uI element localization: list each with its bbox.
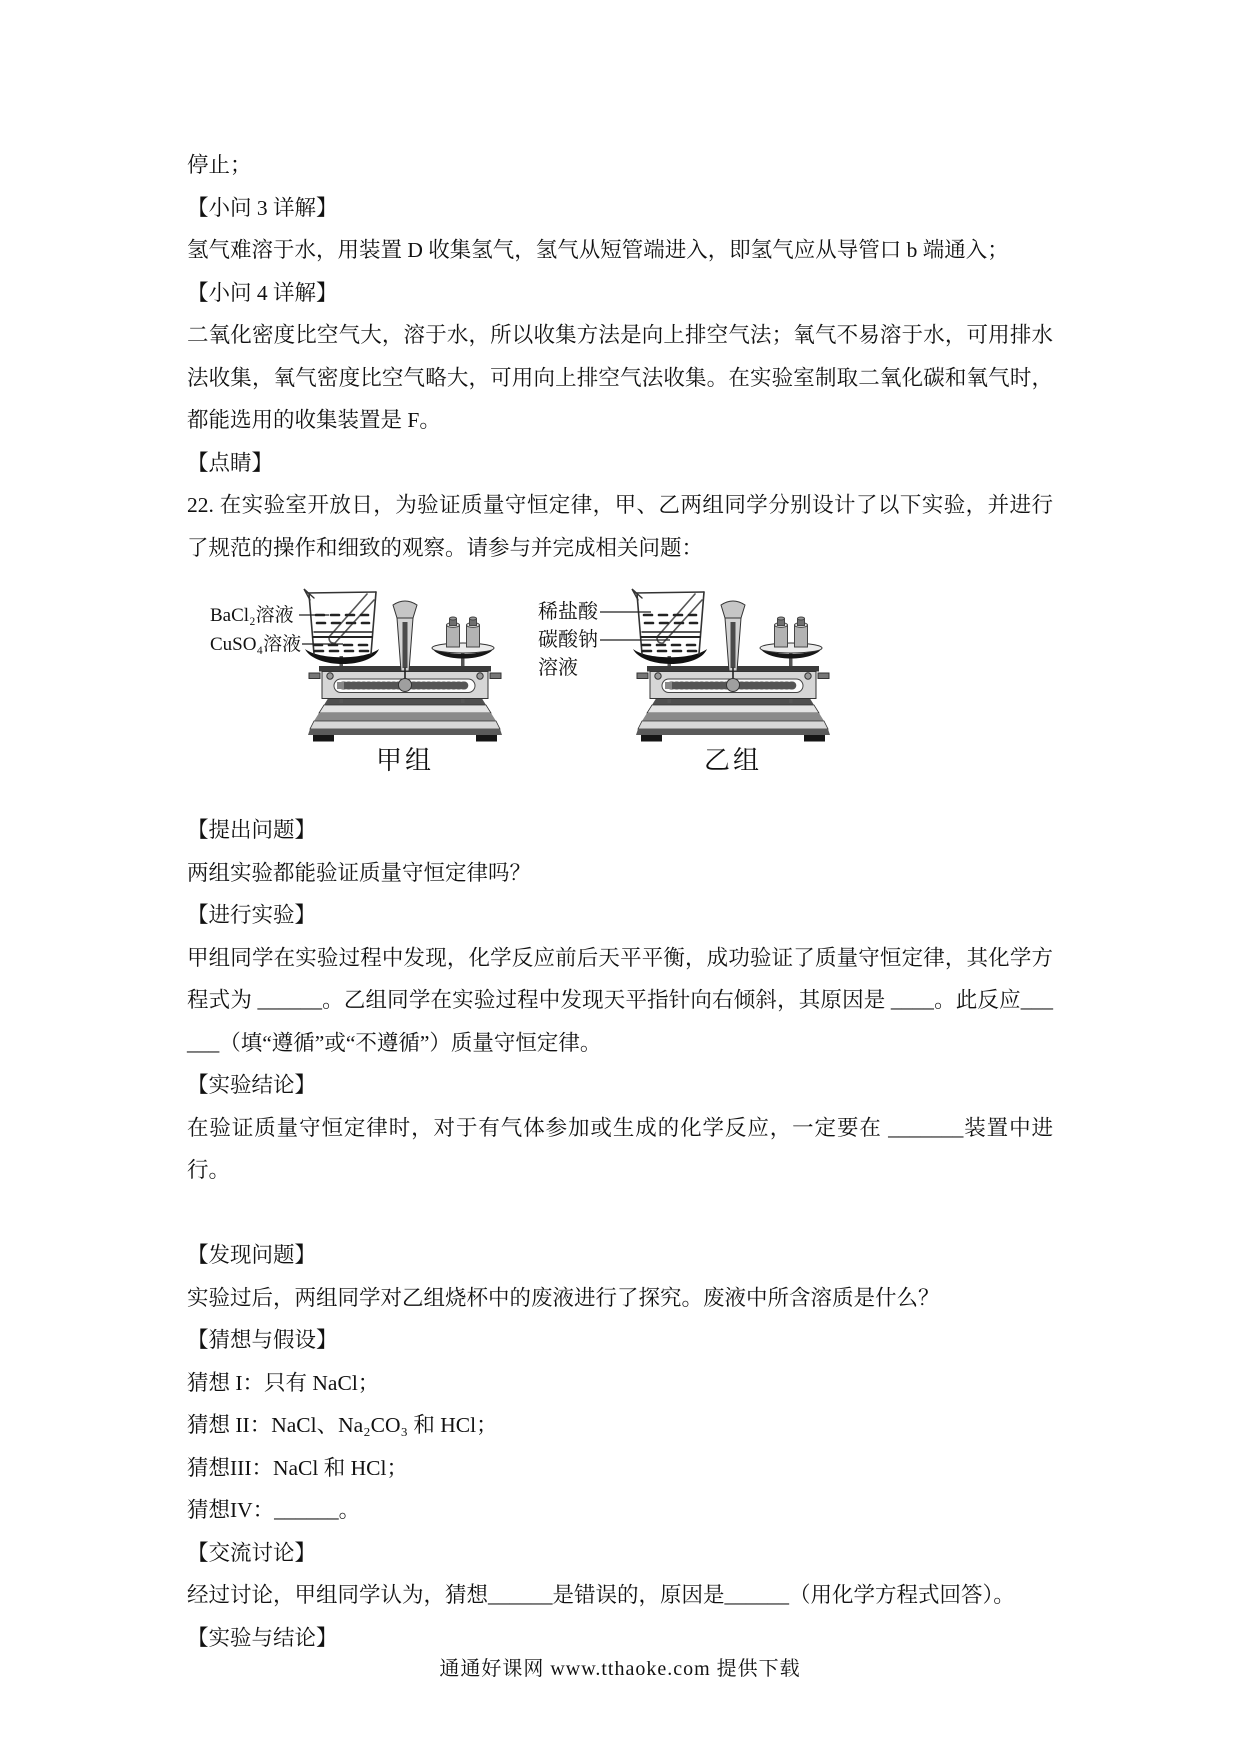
paragraph-subquestion-4: 二氧化密度比空气大，溶于水，所以收集方法是向上排空气法；氧气不易溶于水，可用排水法收集，氧气密度比空气略大，可用向上排空气法收集。在实验室制取二氧化碳和氧气时，都能选用的收集装置是 F。 <box>187 323 1053 432</box>
heading-subquestion-4: 【小问 4 详解】 <box>187 280 338 305</box>
reagent-label-na2co3-line2: 溶液 <box>538 657 578 679</box>
figure-caption-yi: 乙组 <box>703 746 762 775</box>
heading-experiment-result: 【实验与结论】 <box>187 1625 338 1650</box>
paragraph-guess-1: 猜想 I：只有 NaCl； <box>187 1370 380 1395</box>
paragraph-discover-problem: 实验过后，两组同学对乙组烧杯中的废液进行了探究。废液中所含溶质是什么？ <box>187 1285 940 1310</box>
paragraph-question-22: 22. 在实验室开放日，为验证质量守恒定律，甲、乙两组同学分别设计了以下实验，并进行了规范的操作和细致的观察。请参与并完成相关问题： <box>187 493 1053 560</box>
heading-do-experiment: 【进行实验】 <box>187 903 317 927</box>
heading-subquestion-3: 【小问 3 详解】 <box>187 195 338 220</box>
paragraph-discussion: 经过讨论，甲组同学认为，猜想______是错误的，原因是______（用化学方程式回答）。 <box>187 1583 1015 1607</box>
paragraph-experiment-conclusion: 在验证质量守恒定律时，对于有气体参加或生成的化学反应，一定要在 _______装置中进行。 <box>187 1115 1053 1182</box>
paragraph-guess-3: 猜想III：NaCl 和 HCl； <box>187 1455 408 1480</box>
experiment-figure <box>210 588 1053 774</box>
reagent-label-bacl2: BaCl₂溶液 <box>210 605 294 626</box>
paragraph-do-experiment: 甲组同学在实验过程中发现，化学反应前后天平平衡，成功验证了质量守恒定律，其化学方程式为 ______。乙组同学在实验过程中发现天平指针向右倾斜，其原因是 ____。此反应______（填“遵循”或“不遵循”）质量守恒定律。 <box>187 945 1053 1055</box>
heading-guess-hypothesis: 【猜想与假设】 <box>187 1328 338 1352</box>
heading-discover-problem: 【发现问题】 <box>187 1243 317 1267</box>
reagent-label-dilute-hcl: 稀盐酸 <box>538 601 598 623</box>
heading-discussion: 【交流讨论】 <box>187 1540 317 1565</box>
reagent-label-cuso4: CuSO₄溶液 <box>210 634 302 655</box>
balance-scale-drawing <box>632 589 830 742</box>
footer-watermark: 通通好课网 www.tthaoke.com 提供下载 <box>439 1658 801 1680</box>
balance-scale-illustration-yi <box>538 588 838 748</box>
paragraph-stop: 停止； <box>187 153 252 177</box>
figure-group-jia <box>210 588 510 774</box>
balance-scale-drawing <box>304 589 502 742</box>
reagent-label-na2co3-line1: 碳酸钠 <box>538 629 598 651</box>
paragraph-subquestion-3: 氢气难溶于水，用装置 D 收集氢气，氢气从短管端进入，即氢气应从导管口 b 端通入； <box>187 238 1009 262</box>
heading-experiment-conclusion: 【实验结论】 <box>187 1073 317 1097</box>
document-body <box>187 0 1053 1659</box>
figure-group-yi <box>538 588 838 774</box>
paragraph-raise-question: 两组实验都能验证质量守恒定律吗？ <box>187 860 532 885</box>
heading-tip: 【点睛】 <box>187 450 274 475</box>
figure-caption-jia: 甲组 <box>375 746 434 775</box>
balance-scale-illustration-jia <box>210 588 510 748</box>
paragraph-guess-2: 猜想 II：NaCl、Na₂CO₃ 和 HCl； <box>187 1413 498 1437</box>
blank-line-spacer <box>187 1192 1053 1235</box>
heading-raise-question: 【提出问题】 <box>187 818 317 842</box>
paragraph-guess-4: 猜想IV：______。 <box>187 1498 361 1522</box>
